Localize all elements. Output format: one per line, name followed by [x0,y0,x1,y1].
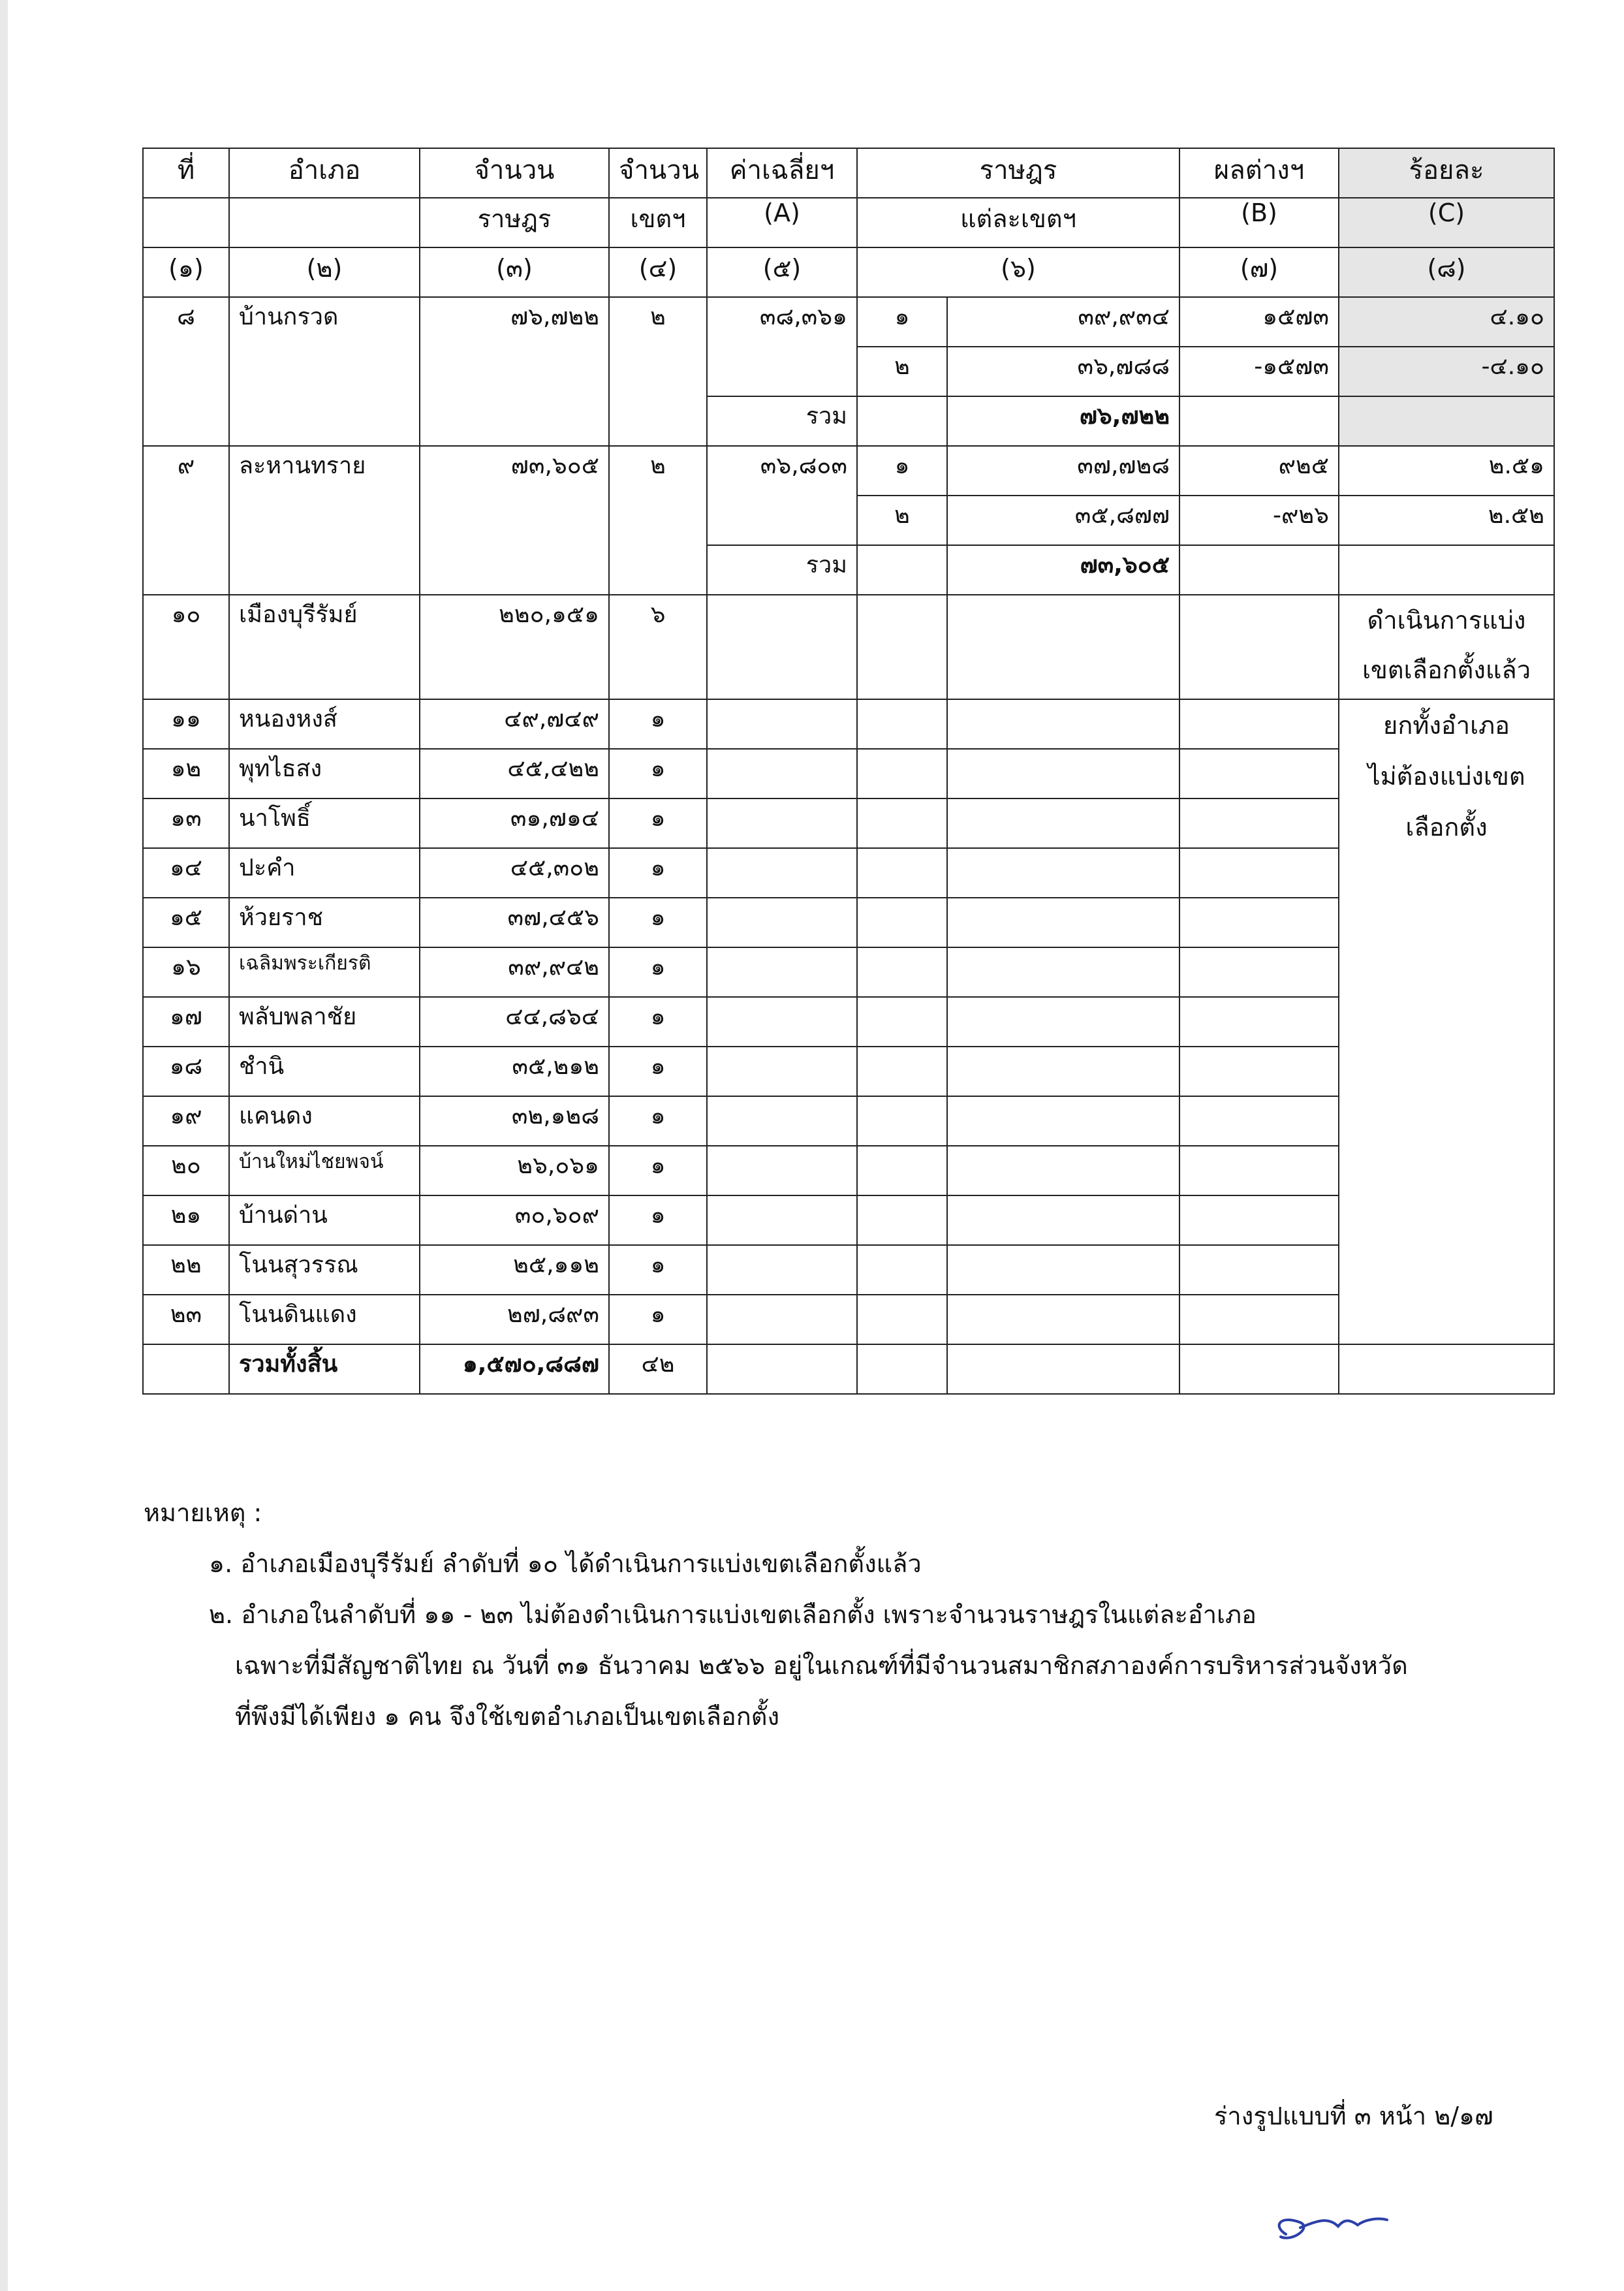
header-cell: อำเภอ [229,148,420,198]
zone-total: ๗๖,๗๒๒ [947,396,1179,446]
zone-population: ๓๕,๘๗๗ [947,496,1179,545]
district-no: ๑๔ [143,848,229,898]
district-name: บ้านด่าน [229,1195,420,1245]
zone-number: ๒ [857,347,947,396]
note-line: เลือกตั้ง [1405,813,1488,842]
district-zones: ๑ [609,898,707,947]
zone-percent: ๒.๕๒ [1339,496,1554,545]
header-cell: (๒) [229,247,420,297]
district-population: ๗๖,๗๒๒ [420,297,609,446]
district-population: ๒๒๐,๑๕๑ [420,595,609,699]
table-cell [947,997,1179,1047]
header-cell: แต่ละเขตฯ [857,198,1179,247]
district-no: ๘ [143,297,229,446]
table-cell [947,749,1179,798]
district-no: ๑๒ [143,749,229,798]
table-cell [947,1047,1179,1096]
district-name: โนนดินแดง [229,1295,420,1344]
table-cell [857,798,947,848]
table-cell [857,898,947,947]
table-cell [1179,997,1339,1047]
district-population: ๓๐,๖๐๙ [420,1195,609,1245]
table-cell [857,595,947,699]
header-cell: ที่ [143,148,229,198]
header-cell: จำนวน [420,148,609,198]
district-no: ๑๗ [143,997,229,1047]
table-cell [1179,1146,1339,1195]
table-cell [857,1047,947,1096]
header-cell: (๖) [857,247,1179,297]
zone-percent: -๔.๑๐ [1339,347,1554,396]
header-cell: ราษฎร [857,148,1179,198]
grand-total-row [143,1344,1554,1394]
zone-diff: -๑๕๗๓ [1179,347,1339,396]
district-no: ๒๓ [143,1295,229,1344]
district-name: ปะคำ [229,848,420,898]
grand-total-label: รวมทั้งสิ้น [229,1344,420,1394]
header-row-3 [143,247,1554,297]
table-cell [707,1146,857,1195]
zone-row [143,297,1554,347]
header-cell: (๗) [1179,247,1339,297]
table-cell [1179,798,1339,848]
district-name: พุทไธสง [229,749,420,798]
table-cell [707,798,857,848]
district-zones: ๑ [609,1195,707,1245]
zone-diff: ๙๒๕ [1179,446,1339,496]
table-cell [857,848,947,898]
district-zones: ๑ [609,1295,707,1344]
table-cell [707,898,857,947]
zone-population: ๓๗,๗๒๘ [947,446,1179,496]
district-no: ๙ [143,446,229,595]
district-no: ๒๒ [143,1245,229,1295]
table-cell [857,1344,947,1394]
header-cell: (C) [1339,198,1554,247]
table-cell [1179,1295,1339,1344]
table-cell [1339,396,1554,446]
note-line: เขตเลือกตั้งแล้ว [1362,656,1531,684]
district-zones: ๒ [609,446,707,595]
remark-item-2-line-3: ที่พึงมีได้เพียง ๑ คน จึงใช้เขตอำเภอเป็นเขตเลือกตั้ง [235,1702,779,1731]
table-cell [857,997,947,1047]
table-cell [1339,545,1554,595]
table-cell [707,1344,857,1394]
table-cell [1179,595,1339,699]
table-cell [857,1146,947,1195]
district-name: บ้านกรวด [229,297,420,446]
table-cell [947,1195,1179,1245]
table-cell [1179,898,1339,947]
table-cell [947,1146,1179,1195]
table-cell [1179,1344,1339,1394]
district-population: ๗๓,๖๐๕ [420,446,609,595]
district-no: ๑๕ [143,898,229,947]
district-average: ๓๖,๘๐๓ [707,446,857,545]
zone-total: ๗๓,๖๐๕ [947,545,1179,595]
district-row [143,595,1554,699]
table-cell [707,997,857,1047]
district-zones: ๑ [609,1096,707,1146]
header-cell: ผลต่างฯ [1179,148,1339,198]
district-population: ๔๕,๓๐๒ [420,848,609,898]
table-cell [707,947,857,997]
table-cell [1179,1047,1339,1096]
district-population: ๓๑,๗๑๔ [420,798,609,848]
district-population: ๓๕,๒๑๒ [420,1047,609,1096]
header-row-1 [143,148,1554,198]
zone-row [143,446,1554,496]
table-cell [1179,1195,1339,1245]
table-cell [1179,749,1339,798]
district-average: ๓๘,๓๖๑ [707,297,857,396]
district-population: ๔๕,๔๒๒ [420,749,609,798]
table-cell [707,1047,857,1096]
district-population: ๒๗,๘๙๓ [420,1295,609,1344]
district-name: ห้วยราช [229,898,420,947]
district-zones: ๑ [609,798,707,848]
table-cell [947,595,1179,699]
district-no: ๑๐ [143,595,229,699]
scan-edge [0,0,8,2291]
district-no: ๑๙ [143,1096,229,1146]
header-cell: ร้อยละ [1339,148,1554,198]
district-name: หนองหงส์ [229,699,420,749]
whole-district-note [1339,699,1554,1344]
grand-total-zones: ๔๒ [609,1344,707,1394]
district-no: ๒๑ [143,1195,229,1245]
table-cell [1179,947,1339,997]
district-zones: ๑ [609,1146,707,1195]
zone-diff: -๙๒๖ [1179,496,1339,545]
district-population: ๔๔,๘๖๔ [420,997,609,1047]
table-cell [857,1096,947,1146]
table-cell [1179,396,1339,446]
table-cell [707,1195,857,1245]
district-zones: ๑ [609,1047,707,1096]
grand-total-population: ๑,๕๗๐,๘๘๗ [420,1344,609,1394]
table-cell [1179,545,1339,595]
table-cell [947,898,1179,947]
zone-percent: ๔.๑๐ [1339,297,1554,347]
district-population: ๓๗,๔๕๖ [420,898,609,947]
header-cell: (๑) [143,247,229,297]
table-cell [947,1096,1179,1146]
district-population: ๒๕,๑๑๒ [420,1245,609,1295]
table-cell [857,699,947,749]
table-cell [1339,1344,1554,1394]
population-table [142,148,1555,1395]
district-population: ๓๙,๙๔๒ [420,947,609,997]
table-cell [1179,699,1339,749]
district-zones: ๒ [609,297,707,446]
table-cell [707,749,857,798]
header-cell: ราษฎร [420,198,609,247]
district-name: นาโพธิ์ [229,798,420,848]
table-cell [1179,1096,1339,1146]
remarks-title: หมายเหตุ : [144,1498,262,1527]
table-cell [857,947,947,997]
district-population: ๓๒,๑๒๘ [420,1096,609,1146]
header-cell: (๓) [420,247,609,297]
table-cell [857,749,947,798]
district-no: ๑๖ [143,947,229,997]
district-name: โนนสุวรรณ [229,1245,420,1295]
table-cell [857,396,947,446]
remark-item-2-line-2: เฉพาะที่มีสัญชาติไทย ณ วันที่ ๓๑ ธันวาคม ๒๕๖๖ อยู่ในเกณฑ์ที่มีจำนวนสมาชิกสภาองค์การบริหารส่วนจังหวัด [235,1651,1408,1680]
zone-population: ๓๖,๗๘๘ [947,347,1179,396]
table-cell [1179,1245,1339,1295]
district-no: ๑๘ [143,1047,229,1096]
district-name: แคนดง [229,1096,420,1146]
header-cell [143,198,229,247]
remark-item-1: ๑. อำเภอเมืองบุรีรัมย์ ลำดับที่ ๑๐ ได้ดำเนินการแบ่งเขตเลือกตั้งแล้ว [209,1549,922,1578]
table-cell [947,1295,1179,1344]
district-population: ๒๖,๐๖๑ [420,1146,609,1195]
header-cell: (๔) [609,247,707,297]
table-cell [707,595,857,699]
table-cell [947,1245,1179,1295]
table-cell [857,1295,947,1344]
zone-number: ๑ [857,297,947,347]
district-zones: ๑ [609,699,707,749]
table-cell [1179,848,1339,898]
zone-number: ๒ [857,496,947,545]
zone-number: ๑ [857,446,947,496]
note-line: ยกทั้งอำเภอ [1383,711,1510,740]
table-cell [707,1295,857,1344]
district-row [143,699,1554,749]
table-cell [857,1195,947,1245]
table-cell [947,699,1179,749]
header-cell: (๘) [1339,247,1554,297]
district-no: ๑๓ [143,798,229,848]
district-name: เมืองบุรีรัมย์ [229,595,420,699]
remarks [144,1487,1408,1742]
district-name: ชำนิ [229,1047,420,1096]
table-cell [707,1096,857,1146]
district-name: เฉลิมพระเกียรติ [229,947,420,997]
table-cell [707,699,857,749]
table-cell [857,545,947,595]
table-cell [947,798,1179,848]
header-cell: ค่าเฉลี่ยฯ [707,148,857,198]
header-cell: (๕) [707,247,857,297]
table-cell [707,848,857,898]
table-cell [947,848,1179,898]
table-cell [947,1344,1179,1394]
district-population: ๔๙,๗๔๙ [420,699,609,749]
district-no: ๒๐ [143,1146,229,1195]
total-label: รวม [707,545,857,595]
zone-percent: ๒.๕๑ [1339,446,1554,496]
table-cell [947,947,1179,997]
district-name: บ้านใหม่ไชยพจน์ [229,1146,420,1195]
district-zones: ๑ [609,749,707,798]
total-label: รวม [707,396,857,446]
zone-population: ๓๙,๙๓๔ [947,297,1179,347]
header-row-2 [143,198,1554,247]
district-no: ๑๑ [143,699,229,749]
header-cell [229,198,420,247]
zone-diff: ๑๕๗๓ [1179,297,1339,347]
table-cell [707,1245,857,1295]
remark-item-2-line-1: ๒. อำเภอในลำดับที่ ๑๑ - ๒๓ ไม่ต้องดำเนินการแบ่งเขตเลือกตั้ง เพราะจำนวนราษฎรในแต่ละอำเภอ [209,1600,1257,1629]
page-footer: ร่างรูปแบบที่ ๓ หน้า ๒/๑๗ [1214,2102,1493,2130]
table-cell [857,1245,947,1295]
note-line: ไม่ต้องแบ่งเขต [1367,762,1525,791]
district-name: พลับพลาชัย [229,997,420,1047]
district-zones: ๑ [609,1245,707,1295]
header-cell: (B) [1179,198,1339,247]
district-zones: ๑ [609,947,707,997]
header-cell: เขตฯ [609,198,707,247]
district-10-note [1339,595,1554,699]
district-name: ละหานทราย [229,446,420,595]
district-zones: ๑ [609,997,707,1047]
signature [1266,2200,1397,2252]
note-line: ดำเนินการแบ่ง [1367,606,1526,635]
header-cell: จำนวน [609,148,707,198]
header-cell: (A) [707,198,857,247]
table-cell [143,1344,229,1394]
district-zones: ๑ [609,848,707,898]
district-zones: ๖ [609,595,707,699]
